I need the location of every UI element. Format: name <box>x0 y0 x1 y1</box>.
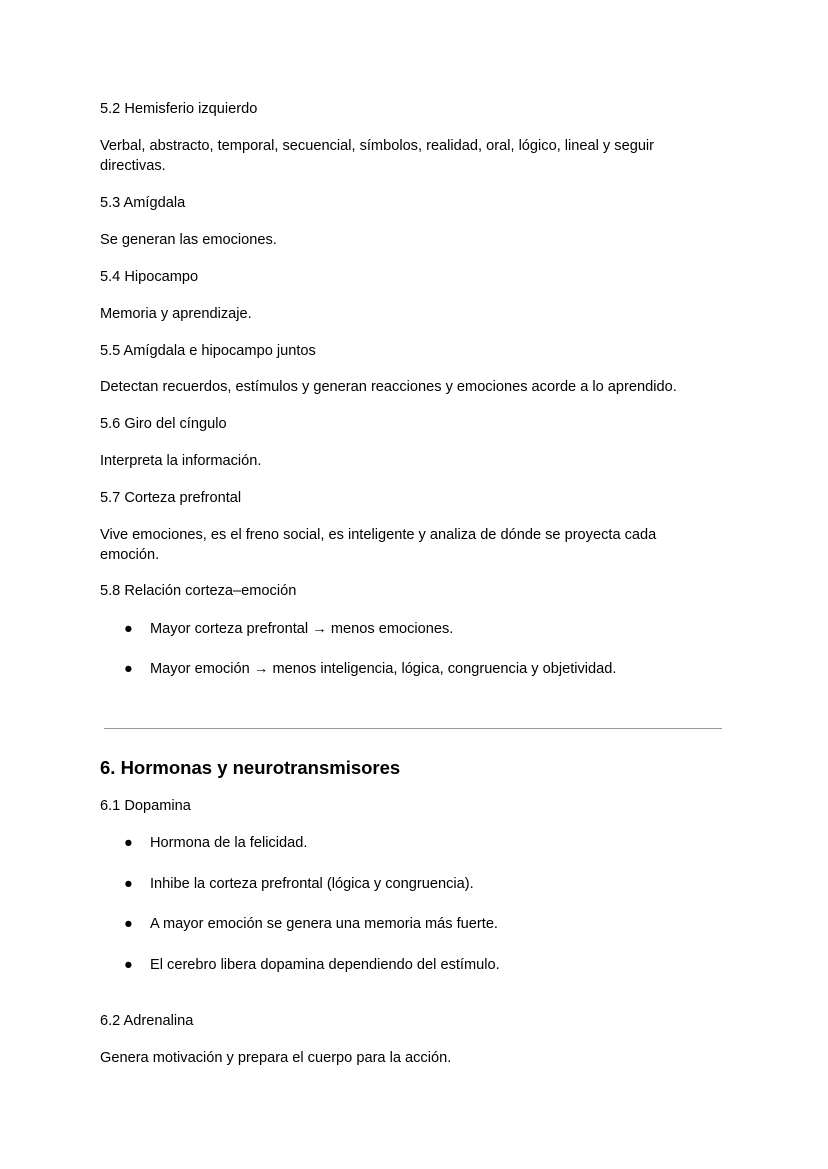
paragraph-amigdala: Se generan las emociones. <box>100 232 277 248</box>
list-item-text: El cerebro libera dopamina dependiendo del estímulo. <box>150 957 500 973</box>
bullet-icon: ● <box>124 835 133 851</box>
list-item <box>124 955 500 975</box>
subheading-amigdala: 5.3 Amígdala <box>100 195 186 211</box>
list-item-text: Mayor emoción → menos inteligencia, lógica, congruencia y objetividad. <box>150 661 617 677</box>
paragraph-hemisferio-izquierdo: Verbal, abstracto, temporal, secuencial, símbolos, realidad, oral, lógico, lineal y seguir directivas. <box>100 138 655 174</box>
list-item-text: Mayor corteza prefrontal → menos emociones. <box>150 621 454 637</box>
list-item <box>124 833 307 853</box>
subheading-dopamina: 6.1 Dopamina <box>100 798 191 814</box>
list-item-text: Inhibe la corteza prefrontal (lógica y congruencia). <box>150 876 474 892</box>
list-item <box>124 874 474 894</box>
paragraph-amigdala-hipocampo: Detectan recuerdos, estímulos y generan reacciones y emociones acorde a lo aprendido. <box>100 379 677 395</box>
paragraph-giro-cingulo: Interpreta la información. <box>100 453 262 469</box>
list-item-text: Hormona de la felicidad. <box>150 835 308 851</box>
paragraph-corteza-prefrontal: Vive emociones, es el freno social, es inteligente y analiza de dónde se proyecta cada emoción. <box>100 527 657 563</box>
list-item <box>124 659 616 679</box>
section-heading-hormonas: 6. Hormonas y neurotransmisores <box>100 757 401 778</box>
subheading-adrenalina: 6.2 Adrenalina <box>100 1013 194 1029</box>
subheading-corteza-prefrontal: 5.7 Corteza prefrontal <box>100 490 242 506</box>
list-item <box>124 914 498 934</box>
bullet-icon: ● <box>124 661 133 677</box>
list-item <box>124 619 453 639</box>
subheading-hemisferio-izquierdo: 5.2 Hemisferio izquierdo <box>100 101 258 117</box>
subheading-amigdala-hipocampo: 5.5 Amígdala e hipocampo juntos <box>100 343 316 359</box>
subheading-giro-cingulo: 5.6 Giro del cíngulo <box>100 416 227 432</box>
bullet-icon: ● <box>124 621 133 637</box>
subheading-hipocampo: 5.4 Hipocampo <box>100 269 199 285</box>
paragraph-hipocampo: Memoria y aprendizaje. <box>100 306 252 322</box>
paragraph-adrenalina: Genera motivación y prepara el cuerpo para la acción. <box>100 1050 452 1066</box>
bullet-icon: ● <box>124 876 133 892</box>
list-item-text: A mayor emoción se genera una memoria más fuerte. <box>150 916 498 932</box>
section-divider <box>104 728 722 729</box>
bullet-icon: ● <box>124 957 133 973</box>
subheading-relacion-corteza-emocion: 5.8 Relación corteza–emoción <box>100 583 297 599</box>
bullet-icon: ● <box>124 916 133 932</box>
